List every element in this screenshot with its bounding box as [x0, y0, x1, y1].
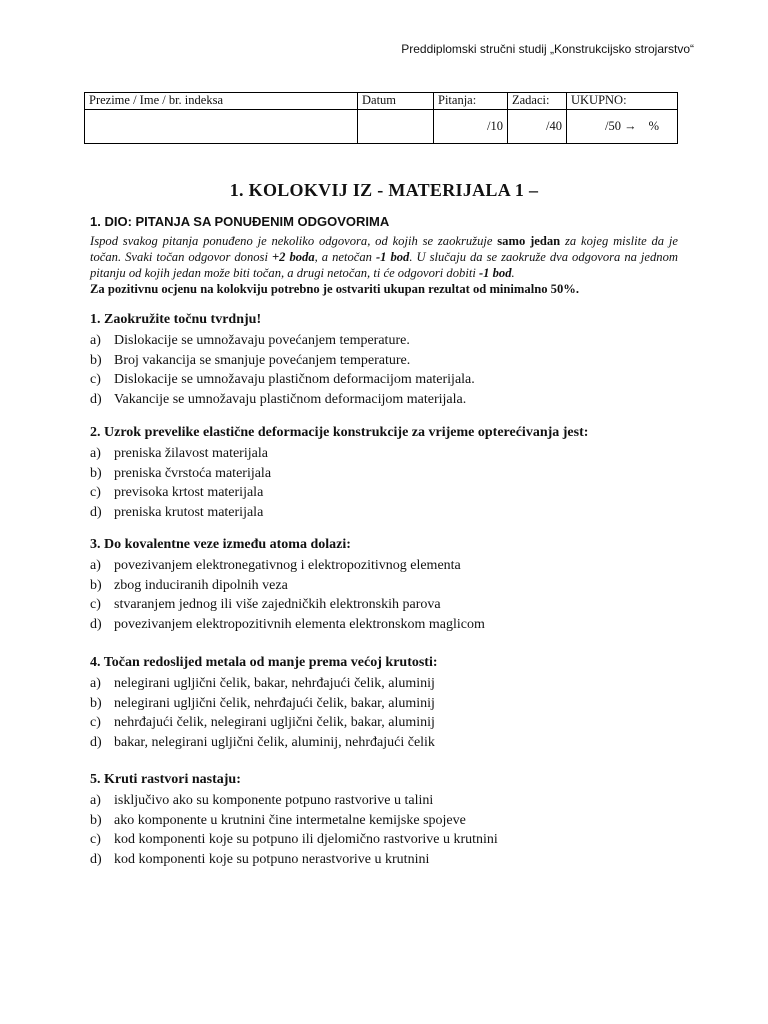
- intro-text-5: .: [511, 266, 515, 280]
- intro-bold-3: -1 bod: [375, 250, 410, 264]
- date-field[interactable]: [358, 110, 434, 144]
- answer-option[interactable]: a) nelegirani ugljični čelik, bakar, nehrđajući čelik, aluminij: [90, 676, 435, 691]
- answer-option[interactable]: b) zbog induciranih dipolnih veza: [90, 577, 288, 593]
- intro-text-3: , a netočan: [314, 250, 376, 264]
- question-title: 5. Kruti rastvori nastaju:: [90, 772, 241, 787]
- answer-option[interactable]: c) Dislokacije se umnožavaju plastičnom deformacijom materijala.: [90, 372, 475, 387]
- answer-option[interactable]: c) stvaranjem jednog ili više zajedničkih elektronskih parova: [90, 597, 441, 612]
- student-info-table: [84, 92, 678, 144]
- intro-text-1: Ispod svakog pitanja ponuđeno je nekoliko odgovora, od kojih se zaokružuje: [90, 234, 498, 248]
- answer-option[interactable]: c) kod komponenti koje su potpuno ili djelomično rastvorive u krutnini: [90, 832, 498, 847]
- question-title: 1. Zaokružite točnu tvrdnju!: [90, 312, 262, 327]
- answer-option[interactable]: d) povezivanjem elektropozitivnih elementa elektronskom maglicom: [90, 616, 485, 632]
- question-title: 2. Uzrok prevelike elastične deformacije konstrukcije za vrijeme opterećivanja jest:: [90, 425, 589, 440]
- answer-option[interactable]: b) nelegirani ugljični čelik, nehrđajući čelik, bakar, aluminij: [90, 695, 435, 711]
- answer-option[interactable]: d) Vakancije se umnožavaju plastičnom deformacijom materijala.: [90, 391, 467, 407]
- answer-option[interactable]: d) preniska krutost materijala: [90, 504, 264, 520]
- tasks-score[interactable]: /40: [508, 110, 567, 144]
- questions-score[interactable]: /10: [434, 110, 508, 144]
- page-header: Preddiplomski stručni studij „Konstrukcijsko strojarstvo“: [401, 42, 694, 56]
- tasks-label: Zadaci:: [508, 93, 567, 110]
- name-field[interactable]: [85, 110, 358, 144]
- date-label: Datum: [358, 93, 434, 110]
- question-1: [90, 310, 680, 409]
- answer-option[interactable]: b) preniska čvrstoća materijala: [90, 465, 272, 481]
- page-title: 1. KOLOKVIJ IZ - MATERIJALA 1 –: [229, 180, 539, 200]
- question-5: [90, 770, 680, 869]
- question-title: 4. Točan redoslijed metala od manje prema većoj krutosti:: [90, 655, 438, 670]
- answer-option[interactable]: c) previsoka krtost materijala: [90, 485, 264, 500]
- total-max: /50: [605, 119, 621, 133]
- answer-option[interactable]: a) isključivo ako su komponente potpuno rastvorive u talini: [90, 793, 434, 808]
- answer-option[interactable]: d) kod komponenti koje su potpuno nerastvorive u krutnini: [90, 851, 430, 867]
- question-4: [90, 653, 680, 752]
- arrow-icon: →: [624, 119, 637, 133]
- intro-text-4: . U slučaju da se zaokruže dva odgovora na jednom pitanju od kojih jedan može biti točan, a drugi netočan, ti će odgovori dobiti: [90, 250, 678, 280]
- intro-bold-1: samo jedan: [497, 234, 561, 248]
- intro-bold-2: +2 boda: [271, 250, 315, 264]
- part-heading: 1. DIO: PITANJA SA PONUĐENIM ODGOVORIMA: [90, 214, 390, 229]
- answer-option[interactable]: b) Broj vakancija se smanjuje povećanjem temperature.: [90, 352, 411, 368]
- answer-option[interactable]: a) preniska žilavost materijala: [90, 446, 268, 461]
- answer-option[interactable]: b) ako komponente u krutnini čine intermetalne kemijske spojeve: [90, 812, 466, 828]
- total-score[interactable]: [567, 110, 678, 144]
- percent-sign: %: [648, 119, 659, 133]
- instructions: [90, 233, 678, 297]
- questions-label: Pitanja:: [434, 93, 508, 110]
- question-3: [90, 535, 680, 634]
- total-label: UKUPNO:: [567, 93, 678, 110]
- intro-bold-4: -1 bod: [478, 266, 512, 280]
- question-title: 3. Do kovalentne veze između atoma dolazi:: [90, 537, 351, 552]
- answer-option[interactable]: a) Dislokacije se umnožavaju povećanjem temperature.: [90, 333, 410, 348]
- intro-text-2: za kojeg mislite da je točan. Svaki točan odgovor donosi: [90, 234, 678, 264]
- name-label: Prezime / Ime / br. indeksa: [85, 93, 358, 110]
- answer-option[interactable]: a) povezivanjem elektronegativnog i elektropozitivnog elementa: [90, 558, 461, 573]
- intro-final: Za pozitivnu ocjenu na kolokviju potrebno je ostvariti ukupan rezultat od minimalno 50%.: [90, 282, 580, 296]
- question-2: [90, 423, 680, 522]
- answer-option[interactable]: c) nehrđajući čelik, nelegirani ugljični čelik, bakar, aluminij: [90, 715, 435, 730]
- answer-option[interactable]: d) bakar, nelegirani ugljični čelik, aluminij, nehrđajući čelik: [90, 734, 435, 750]
